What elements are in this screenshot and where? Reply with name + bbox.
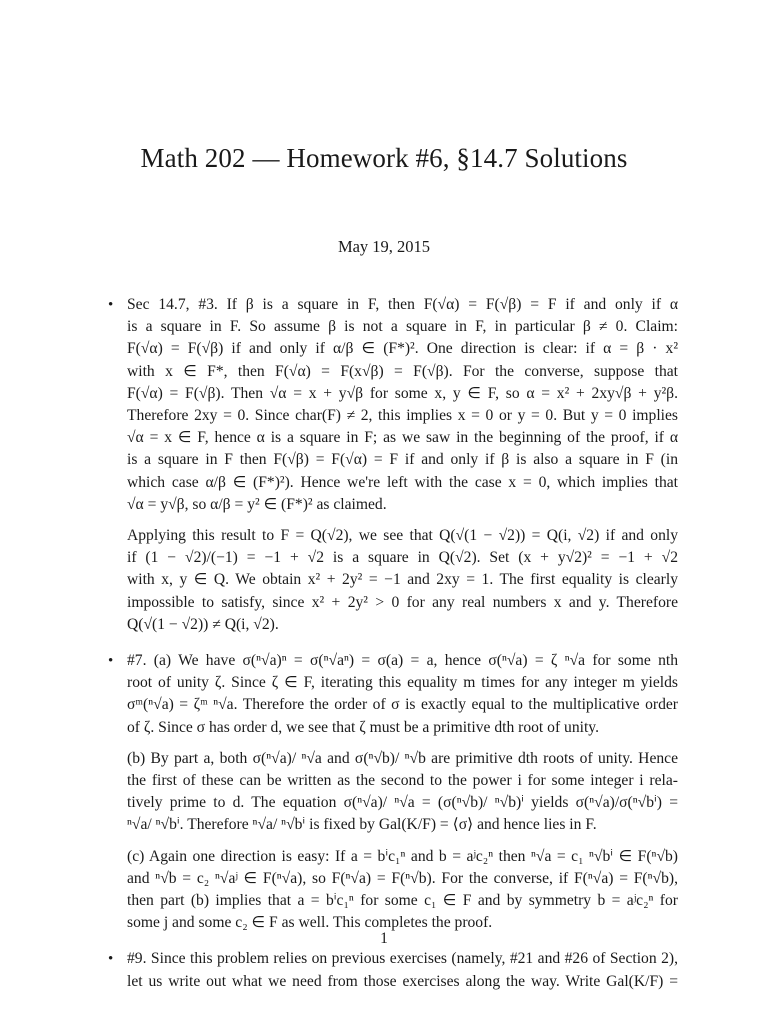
list-item-problem-9	[108, 948, 678, 992]
document-title: Math 202 — Homework #6, §14.7 Solutions	[140, 143, 628, 173]
text-line: tively prime to d. The equation σ(ⁿ√a)/ ⁿ√a = (σ(ⁿ√b)/ ⁿ√b)ⁱ yields σ(ⁿ√a)/σ(ⁿ√bⁱ) =	[127, 794, 678, 812]
paragraph	[127, 846, 678, 935]
text-line: root of unity ζ. Since ζ ∈ F, iterating this equality m times for any integer m yields	[127, 674, 678, 692]
list-item-problem-3	[108, 294, 678, 636]
text-line: #7. (a) We have σ(ⁿ√a)ⁿ = σ(ⁿ√aⁿ) = σ(a) = a, hence σ(ⁿ√a) = ζ ⁿ√a for some nth	[127, 652, 678, 670]
text-line: (c) Again one direction is easy: If a = bⁱc₁ⁿ and b = aʲc₂ⁿ then ⁿ√a = c₁ ⁿ√bⁱ ∈ F(ⁿ√b)	[127, 847, 678, 865]
text-line: Therefore 2xy = 0. Since char(F) ≠ 2, this implies x = 0 or y = 0. But y = 0 implies	[127, 407, 678, 425]
paragraph	[127, 650, 678, 739]
bullet-icon: •	[108, 653, 114, 670]
text-line: (b) By part a, both σ(ⁿ√a)/ ⁿ√a and σ(ⁿ√b)/ ⁿ√b are primitive dth roots of unity. Hence	[127, 749, 678, 767]
text-line: F(√α) = F(√β). Then √α = x + y√β for some x, y ∈ F, so α = x² + 2xy√β + y²β.	[127, 384, 678, 402]
paragraph	[127, 294, 678, 516]
paragraph	[127, 525, 678, 636]
text-line: some j and some c₂ ∈ F as well. This completes the proof.	[127, 914, 493, 932]
bullet-icon: •	[108, 951, 114, 968]
text-line: of ζ. Since σ has order d, we see that ζ must be a primitive dth root of unity.	[127, 718, 599, 736]
text-line: Q(√(1 − √2)) ≠ Q(i, √2).	[127, 615, 279, 633]
text-line: let us write out what we need from those exercises along the way. Write Gal(K/F) =	[127, 972, 678, 990]
text-line: Sec 14.7, #3. If β is a square in F, then F(√α) = F(√β) = F if and only if α	[127, 296, 678, 313]
text-line: with x ∈ F*, then F(√α) = F(x√β) = F(√β). For the converse, suppose that	[127, 362, 678, 380]
text-line: is a square in F then F(√β) = F(√α) = F if and only if β is also a square in F (in	[127, 451, 678, 469]
text-line: F(√α) = F(√β) if and only if α/β ∈ (F*)². One direction is clear: if α = β · x²	[127, 340, 678, 358]
document-body	[108, 294, 678, 993]
text-line: #9. Since this problem relies on previous exercises (namely, #21 and #26 of Section 2),	[127, 950, 678, 968]
bullet-icon: •	[108, 297, 114, 313]
text-line: ⁿ√a/ ⁿ√bⁱ. Therefore ⁿ√a/ ⁿ√bⁱ is fixed by Gal(K/F) = ⟨σ⟩ and hence lies in F.	[127, 816, 597, 834]
text-line: if (1 − √2)/(−1) = −1 + √2 is a square in Q(√2). Set (x + y√2)² = −1 + √2	[127, 549, 678, 567]
paragraph	[127, 948, 678, 992]
text-line: √α = x ∈ F, hence α is a square in F; as we saw in the beginning of the proof, if α	[127, 429, 678, 447]
text-line: σᵐ(ⁿ√a) = ζᵐ ⁿ√a. Therefore the order of σ is exactly equal to the multiplicative order	[127, 696, 678, 714]
text-line: with x, y ∈ Q. We obtain x² + 2y² = −1 and 2xy = 1. The first equality is clearly	[127, 571, 678, 589]
text-line: impossible to satisfy, since x² + 2y² > 0 for any real numbers x and y. Therefore	[127, 593, 678, 611]
document-date: May 19, 2015	[337, 237, 431, 256]
text-line: Applying this result to F = Q(√2), we see that Q(√(1 − √2)) = Q(i, √2) if and only	[127, 527, 678, 545]
text-line: is a square in F. So assume β is not a square in F, in particular β ≠ 0. Claim:	[127, 318, 678, 336]
text-line: and ⁿ√b = c₂ ⁿ√aʲ ∈ F(ⁿ√a), so F(ⁿ√a) = F(ⁿ√b). For the converse, if F(ⁿ√a) = F(ⁿ√b),	[127, 869, 678, 887]
list-item-problem-7	[108, 650, 678, 934]
text-line: √α = y√β, so α/β = y² ∈ (F*)² as claimed.	[127, 495, 387, 513]
text-line: which case α/β ∈ (F*)²). Hence we're left with the case x = 0, which implies that	[127, 473, 678, 491]
page-number: 1	[380, 930, 388, 947]
text-line: the first of these can be written as the second to the power i for some integer i rela-	[127, 772, 678, 790]
paragraph	[127, 748, 678, 837]
text-line: then part (b) implies that a = bⁱc₁ⁿ for some c₁ ∈ F and by symmetry b = aʲc₂ⁿ for	[127, 892, 678, 910]
